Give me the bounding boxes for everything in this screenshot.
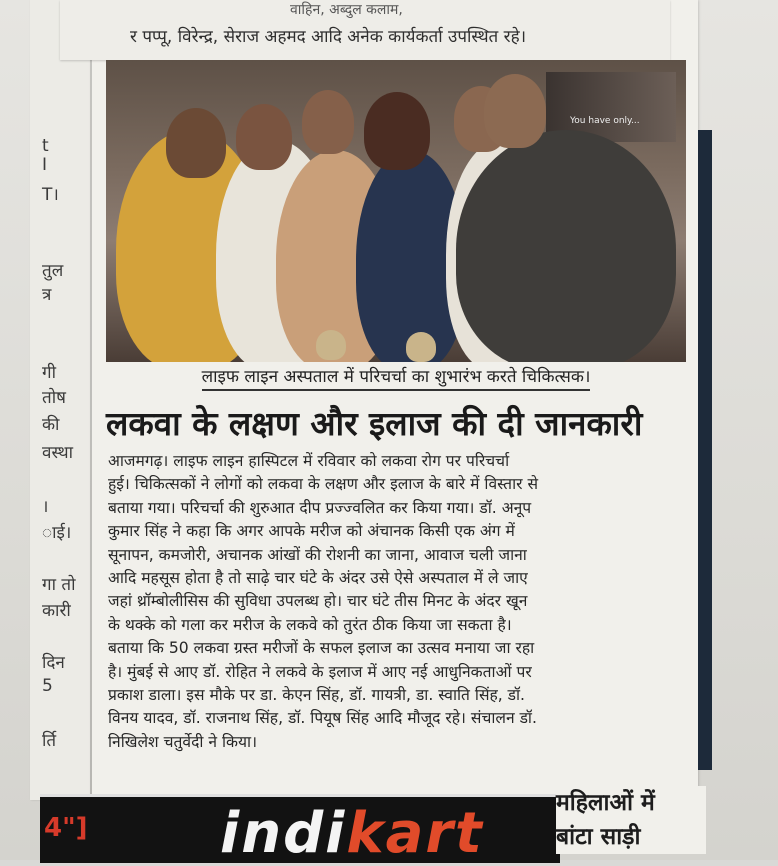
strip-text: T। bbox=[42, 185, 59, 205]
strip-text: । bbox=[42, 497, 49, 517]
next-headline-line: बांटा साड़ी bbox=[556, 824, 641, 850]
body-line: हुई। चिकित्सकों ने लोगों को लकवा के लक्षण और इलाज के बारे में विस्तार से bbox=[108, 475, 538, 494]
strip-text: तुल bbox=[42, 261, 64, 281]
banner-text: You have only... bbox=[570, 116, 640, 126]
previous-article-line: र पप्पू, विरेन्द्र, सेराज अहमद आदि अनेक कार्यकर्ता उपस्थित रहे। bbox=[130, 27, 527, 47]
next-headline-line: महिलाओं में bbox=[556, 790, 655, 816]
person-head bbox=[364, 92, 430, 170]
strip-text: I bbox=[42, 155, 48, 175]
strip-text: t bbox=[42, 136, 49, 156]
ad-brand-part: indi bbox=[220, 801, 347, 866]
strip-text: की bbox=[42, 415, 60, 435]
body-line: बताया गया। परिचर्चा की शुरुआत दीप प्रज्ज्वलित कर किया गया। डॉ. अनूप bbox=[108, 498, 532, 517]
body-line: कुमार सिंह ने कहा कि अगर आपके मरीज को अंचानक किसी एक अंग में bbox=[108, 522, 515, 541]
person-head bbox=[236, 104, 292, 170]
lamp-icon bbox=[406, 332, 436, 362]
strip-text: गा तो bbox=[42, 575, 76, 595]
body-line: प्रकाश डाला। इस मौके पर डा. केएन सिंह, डॉ. गायत्री, डा. स्वाति सिंह, डॉ. bbox=[108, 686, 526, 705]
strip-text: 5 bbox=[42, 676, 53, 696]
person-head bbox=[302, 90, 354, 154]
ad-brand bbox=[220, 801, 484, 866]
body-line: बताया कि 50 लकवा ग्रस्त मरीजों के सफल इलाज का उत्सव मनाया जा रहा bbox=[108, 639, 535, 658]
body-line: निखिलेश चतुर्वेदी ने किया। bbox=[108, 732, 257, 751]
ad-brand-part: kart bbox=[346, 801, 484, 866]
adjacent-column-strip bbox=[30, 0, 90, 800]
person-head bbox=[484, 74, 546, 148]
strip-text: तोष bbox=[42, 388, 66, 408]
body-line: आदि महसूस होता है तो साढ़े चार घंटे के अंदर उसे ऐसे अस्पताल में ले जाए bbox=[108, 569, 528, 588]
headline: लकवा के लक्षण और इलाज की दी जानकारी bbox=[106, 404, 643, 443]
cut-text: वाहिन, अब्दुल कलाम, bbox=[290, 2, 403, 18]
strip-text: ाई। bbox=[42, 523, 72, 543]
strip-text: कारी bbox=[42, 601, 71, 621]
body-line: सूनापन, कमजोरी, अचानक आंखों की रोशनी का जाना, आवाज चली जाना bbox=[108, 545, 527, 564]
strip-text: गी bbox=[42, 363, 56, 383]
lamp-icon bbox=[316, 330, 346, 360]
clipping-edge-shadow bbox=[698, 130, 712, 770]
strip-text: वस्था bbox=[42, 443, 73, 463]
body-line: है। मुंबई से आए डॉ. रोहित ने लकवे के इलाज में आए नई आधुनिकताओं पर bbox=[108, 662, 532, 681]
person-head bbox=[166, 108, 226, 178]
body-line: जहां थ्रॉम्बोलीसिस की सुविधा उपलब्ध हो। चार घंटे तीस मिनट के अंदर खून bbox=[108, 592, 528, 611]
previous-article-strip bbox=[60, 0, 670, 60]
body-line: विनय यादव, डॉ. राजनाथ सिंह, डॉ. पियूष सिंह आदि मौजूद रहे। संचालन डॉ. bbox=[108, 709, 537, 728]
body-line: आजमगढ़। लाइफ लाइन हास्पिटल में रविवार को लकवा रोग पर परिचर्चा bbox=[108, 452, 510, 470]
strip-text: दिन bbox=[42, 653, 65, 673]
next-article-headline bbox=[556, 786, 706, 854]
body-line: के थक्के को गला कर मरीज के लकवे को तुरंत ठीक किया जा सकता है। bbox=[108, 615, 512, 634]
strip-text: त्र bbox=[42, 285, 52, 305]
news-photo bbox=[106, 60, 686, 362]
advertisement bbox=[40, 794, 560, 866]
strip-text: र्ति bbox=[42, 731, 57, 751]
ad-number: 4"] bbox=[44, 813, 88, 843]
caption-text: लाइफ लाइन अस्पताल में परिचर्चा का शुभारंभ करते चिकित्सक। bbox=[202, 367, 591, 391]
person-figure bbox=[456, 130, 676, 362]
photo-caption bbox=[106, 364, 686, 387]
article-body bbox=[108, 450, 698, 754]
